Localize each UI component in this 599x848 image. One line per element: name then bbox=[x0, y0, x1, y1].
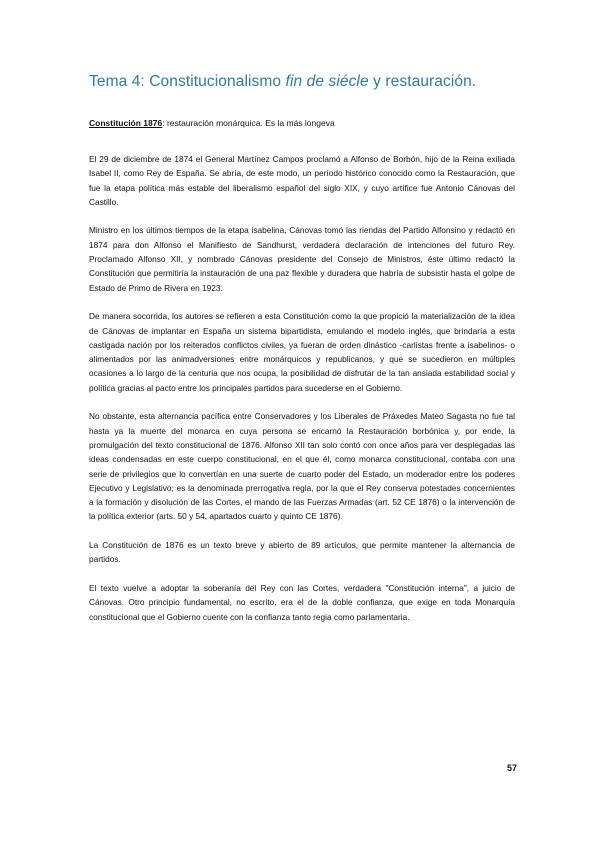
subheading-label: Constitución 1876 bbox=[89, 118, 163, 128]
page-number: 57 bbox=[506, 763, 517, 773]
page-title bbox=[89, 73, 529, 91]
subheading-colon: : bbox=[162, 118, 167, 128]
paragraph: El texto vuelve a adoptar la soberanía del Rey con las Cortes, verdadera "Constitución interna", a juicio de Cánovas. Otro principio fundamental, no escrito, era el de la doble confianza, que exige en toda Monarquía constitucional que el Gobierno cuente con la confianza tanto regia como parlamentaria. bbox=[89, 582, 515, 622]
body-text bbox=[89, 152, 515, 638]
title-prefix: Tema 4: Constitucionalismo bbox=[89, 73, 286, 90]
paragraph: Ministro en los últimos tiempos de la etapa isabelina, Cánovas tomó las riendas del Partido Alfonsino y redactó en 1874 para don Alfonso el Manifiesto de Sandhurst, verdadera declaración de intenciones del futuro Rey. Proclamado Alfonso XII, y nombrado Cánovas presidente del Consejo de Ministros, éste último redactó la Constitución que permitiría la instauración de una paz flexible y duradera que habría de subsistir hasta el golpe de Estado de Primo de Rivera en 1923. bbox=[89, 225, 515, 293]
paragraph: La Constitución de 1876 es un texto breve y abierto de 89 artículos, que permite mantener la alternancia de partidos. bbox=[89, 540, 515, 565]
section-subheading bbox=[89, 118, 519, 128]
paragraph: No obstante, esta alternancia pacífica entre Conservadores y los Liberales de Práxedes Mateo Sagasta no fue tal hasta ya la muerte del monarca en cuya persona se encarnó la Restauración borbónica y, por ende, la promulgación del texto constitucional de 1876. Alfonso XII tan solo contó con once años para ver desplegadas las ideas condensadas en este cuerpo constitucional, en el que él, como monarca constitucional, contaba con una serie de privilegios que lo convertían en una suerte de cuarto poder del Estado, un moderador entre los poderes Ejecutivo y Legislativo; es la denominada prerrogativa regia, por la que el Rey conserva potestades concernientes a la formación y disolución de las Cortes, el mando de las Fuerzas Armadas (art. 52 CE 1876) o la intervención de la política exterior (arts. 50 y 54, apartados cuarto y quinto CE 1876). bbox=[89, 411, 515, 522]
title-italic: fin de siécle bbox=[285, 73, 369, 90]
paragraph: De manera socorrida, los autores se refieren a esta Constitución como la que propició la materialización de la idea de Cánovas de implantar en España un sistema bipartidista, emulando el modelo inglés, que brindaría a esta castigada nación por los reiterados conflictos civiles, ya fueran de orden dinástico -carlistas frente a isabelinos- o alimentados por las animadversiones entre monárquicos y republicanos, y que se sucedieron en múltiples ocasiones a lo largo de la centuria que nos ocupa, la posibilidad de disfrutar de la tan ansiada estabilidad social y política gracias al pacto entre los principales partidos para sucederse en el Gobierno. bbox=[89, 311, 515, 393]
title-suffix: y restauración. bbox=[368, 73, 477, 90]
subheading-text: restauración monárquica. Es la más longeva bbox=[166, 118, 335, 128]
paragraph: El 29 de diciembre de 1874 el General Martínez Campos proclamó a Alfonso de Borbón, hijo de la Reina exiliada Isabel II, como Rey de España. Se abría, de este modo, un período histórico conocido como la Restauración, que fue la etapa política más estable del liberalismo español del siglo XIX, y cuyo artífice fue Antonio Cánovas del Castillo. bbox=[89, 154, 515, 207]
